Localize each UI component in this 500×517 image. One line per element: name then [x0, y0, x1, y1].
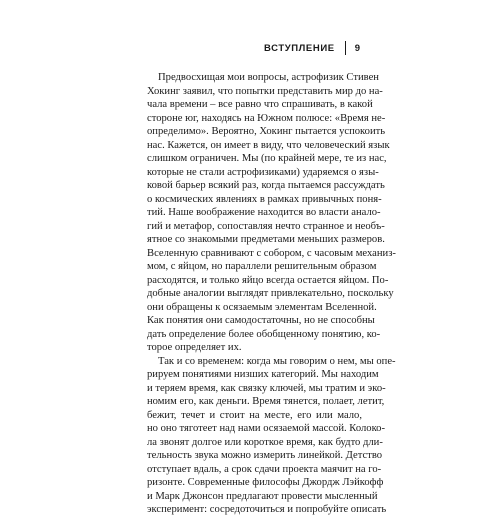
- text-line: ризонте. Современные философы Джордж Лэйкофф: [147, 477, 384, 488]
- section-title: ВСТУПЛЕНИЕ: [264, 42, 335, 54]
- text-line: и теряем время, как связку ключей, мы тратим и эко-: [147, 382, 386, 394]
- text-line: стороне юг, находясь на Южном полюсе: «Время не-: [147, 112, 386, 124]
- text-line: чала времени – все равно что спрашивать, в какой: [147, 99, 373, 110]
- text-line: эксперимент: сосредоточиться и попробуйте описать: [147, 504, 387, 515]
- text-line: тельность звука можно измерить линейкой. Детство: [147, 450, 383, 461]
- text-line: Как понятия они самодостаточны, но не способны: [147, 315, 375, 326]
- text-line: бежит, течет и стоит на месте, его или мало,: [147, 409, 362, 421]
- text-line: определимо». Вероятно, Хокинг пытается успокоить: [147, 126, 386, 137]
- text-line: тий. Наше воображение находится во власти анало-: [147, 207, 381, 218]
- text-line: ковой барьер всякий раз, когда пытаемся рассуждать: [147, 180, 385, 191]
- text-line: Предвосхищая мои вопросы, астрофизик Стивен: [158, 72, 379, 83]
- text-line: добные аналогии выглядят привлекательно, поскольку: [147, 288, 394, 299]
- text-line: нас. Кажется, он имеет в виду, что человеческий язык: [147, 139, 390, 151]
- text-line: торое определяет их.: [147, 342, 242, 353]
- paragraph-2: [147, 355, 396, 517]
- text-line: рируем понятиями низших категорий. Мы находим: [147, 369, 379, 380]
- text-line: и Марк Джонсон предлагают провести мысленный: [147, 490, 378, 502]
- text-line: но оно тяготеет над нами осязаемой массой. Колоко-: [147, 423, 385, 434]
- text-line: которые не стали астрофизиками) ударяемся о язы-: [147, 166, 379, 178]
- text-line: ла звонят долгое или короткое время, как будто дли-: [147, 436, 383, 448]
- text-line: Так и со временем: когда мы говорим о нем, мы опе-: [158, 355, 396, 367]
- running-header: [264, 40, 360, 56]
- header-divider: [345, 41, 346, 55]
- paragraph-1: [147, 71, 396, 355]
- page-number: 9: [354, 42, 360, 54]
- text-line: дать определение более обобщенному понятию, ко-: [147, 328, 381, 340]
- text-line: расходятся, и только яйцо всегда остается яйцом. По-: [147, 274, 389, 286]
- text-line: гий и метафор, сопоставляя нечто странное и необъ-: [147, 220, 385, 232]
- text-line: они обращены к осязаемым элементам Вселенной.: [147, 301, 377, 313]
- text-line: слишком ограничен. Мы (по крайней мере, те из нас,: [147, 153, 387, 164]
- text-line: ятное со знакомыми предметами меньших размеров.: [147, 234, 385, 245]
- text-line: отступает вдаль, а срок сдачи проекта маячит на го-: [147, 463, 382, 475]
- text-line: номим его, как деньги. Время тянется, полает, летит,: [147, 396, 385, 407]
- text-line: Хокинг заявил, что попытки представить мир до на-: [147, 85, 383, 97]
- text-line: Вселенную сравнивают с собором, с часовым механиз-: [147, 247, 396, 259]
- text-line: о космических явлениях в рамках привычных поня-: [147, 193, 382, 205]
- body-text: [147, 71, 396, 517]
- text-line: мом, с яйцом, но параллели решительным образом: [147, 261, 377, 272]
